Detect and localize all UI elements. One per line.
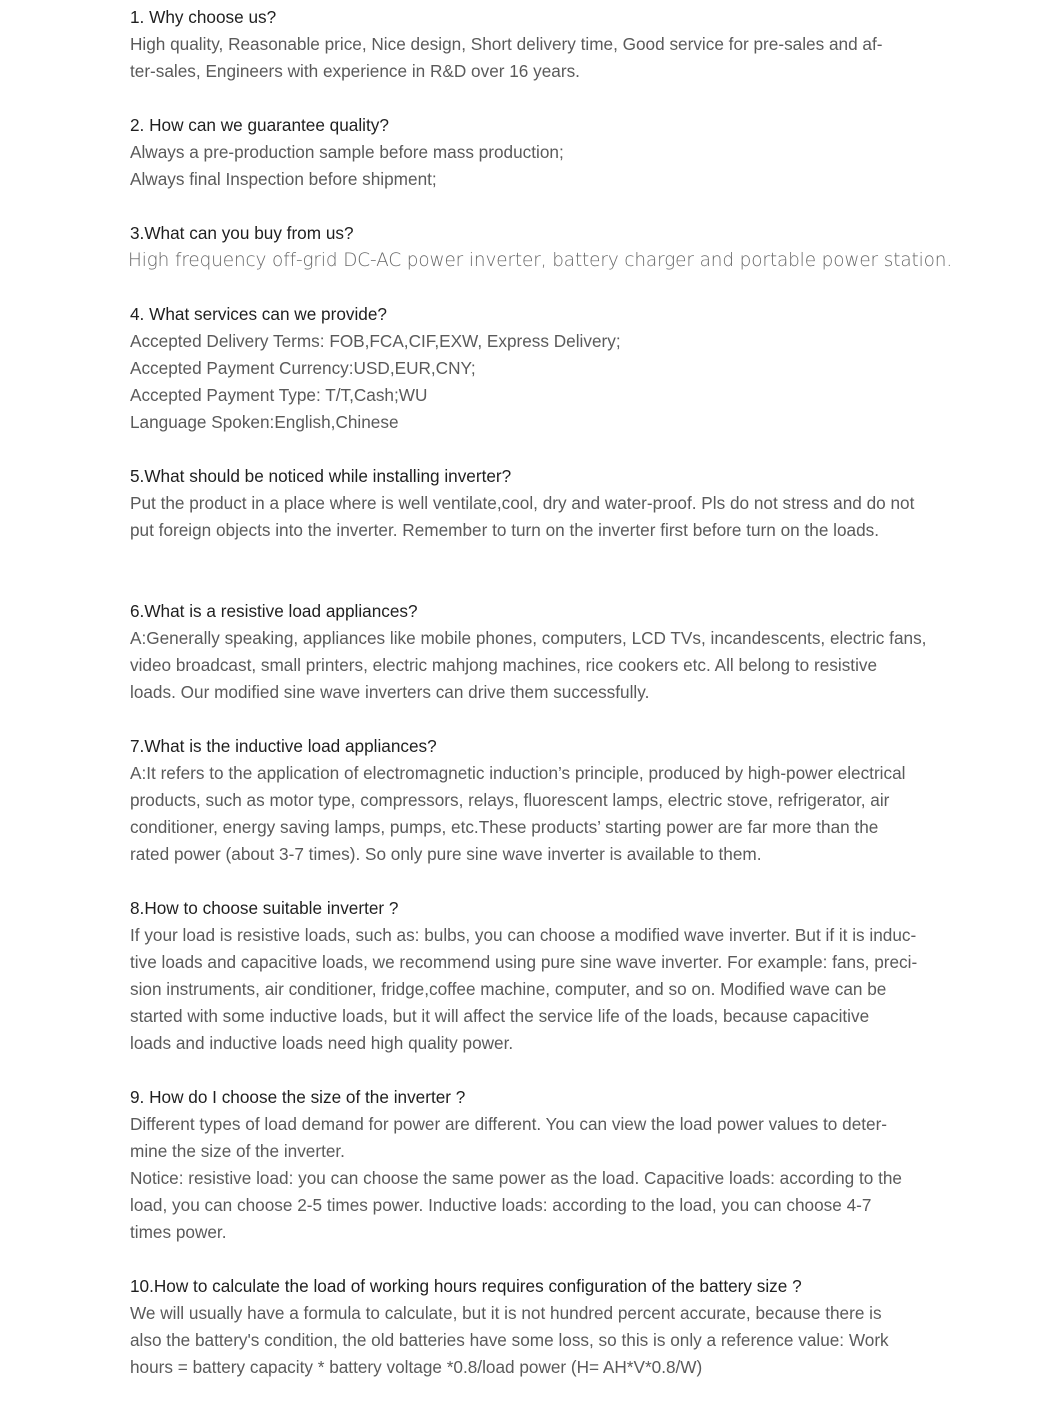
faq-answer-line: ter-sales, Engineers with experience in R&D over 16 years. [130, 61, 580, 81]
faq-answer-line: Accepted Payment Type: T/T,Cash;WU [130, 385, 428, 405]
faq-answer-line: High quality, Reasonable price, Nice design, Short delivery time, Good service for pre-sales and af- [130, 34, 883, 54]
faq-answer-line: Always a pre-production sample before mass production; [130, 142, 564, 162]
faq-question: 2. How can we guarantee quality? [130, 115, 389, 135]
faq-answer-line: times power. [130, 1222, 227, 1242]
faq-answer-line: A:It refers to the application of electromagnetic induction’s principle, produced by high-power electrical [130, 763, 906, 783]
faq-answer-line: Notice: resistive load: you can choose the same power as the load. Capacitive loads: according to the [130, 1168, 902, 1188]
faq-answer [130, 1300, 930, 1381]
spacer [130, 706, 930, 733]
faq-item-choose-inverter [130, 895, 930, 1057]
faq-answer-line: products, such as motor type, compressors, relays, fluorescent lamps, electric stove, refrigerator, air [130, 790, 890, 810]
faq-answer-line: rated power (about 3-7 times). So only pure sine wave inverter is available to them. [130, 844, 762, 864]
faq-section [128, 4, 953, 1381]
faq-question: 4. What services can we provide? [130, 304, 387, 324]
faq-answer [130, 31, 930, 85]
faq-answer-line: also the battery's condition, the old batteries have some loss, so this is only a reference value: Work [130, 1330, 889, 1350]
faq-answer-line: High frequency off-grid DC-AC power inverter, battery charger and portable power station. [128, 250, 953, 271]
faq-question: 8.How to choose suitable inverter ? [130, 898, 399, 918]
faq-item-resistive-load [130, 598, 930, 706]
faq-answer-line: put foreign objects into the inverter. Remember to turn on the inverter first before turn on the loads. [130, 520, 880, 540]
faq-answer-line: video broadcast, small printers, electric mahjong machines, rice cookers etc. All belong to resistive [130, 655, 878, 675]
spacer [130, 436, 930, 463]
spacer [130, 1246, 930, 1273]
faq-answer-line: Different types of load demand for power are different. You can view the load power values to deter- [130, 1114, 888, 1134]
faq-item-products [128, 220, 953, 274]
faq-question: 3.What can you buy from us? [130, 223, 354, 243]
faq-answer [128, 247, 953, 274]
faq-answer [130, 1111, 930, 1246]
spacer [130, 274, 930, 301]
faq-answer-line: sion instruments, air conditioner, fridge,coffee machine, computer, and so on. Modified wave can be [130, 979, 887, 999]
faq-answer-line: mine the size of the inverter. [130, 1141, 345, 1161]
faq-question: 7.What is the inductive load appliances? [130, 736, 437, 756]
spacer [130, 1057, 930, 1084]
faq-item-battery-size [130, 1273, 930, 1381]
faq-answer [130, 922, 930, 1057]
faq-answer-line: loads and inductive loads need high quality power. [130, 1033, 514, 1053]
faq-answer-line: Accepted Delivery Terms: FOB,FCA,CIF,EXW, Express Delivery; [130, 331, 621, 351]
spacer [130, 193, 930, 220]
faq-answer-line: Language Spoken:English,Chinese [130, 412, 399, 432]
faq-answer-line: started with some inductive loads, but it will affect the service life of the loads, because capacitive [130, 1006, 870, 1026]
faq-answer-line: A:Generally speaking, appliances like mobile phones, computers, LCD TVs, incandescents, electric fans, [130, 628, 927, 648]
spacer [130, 868, 930, 895]
faq-answer-line: hours = battery capacity * battery voltage *0.8/load power (H= AH*V*0.8/W) [130, 1357, 703, 1377]
faq-answer-line: Accepted Payment Currency:USD,EUR,CNY; [130, 358, 476, 378]
faq-answer-line: load, you can choose 2-5 times power. Inductive loads: according to the load, you can choose 4-7 [130, 1195, 872, 1215]
faq-item-inductive-load [130, 733, 930, 868]
faq-answer [130, 760, 930, 868]
faq-answer [130, 139, 930, 193]
spacer [130, 544, 930, 598]
faq-item-why-choose-us [130, 4, 930, 85]
faq-answer [130, 328, 930, 436]
faq-answer [130, 490, 930, 544]
faq-question: 9. How do I choose the size of the inverter ? [130, 1087, 466, 1107]
faq-answer [130, 625, 930, 706]
faq-answer-line: Put the product in a place where is well ventilate,cool, dry and water-proof. Pls do not stress and do not [130, 493, 915, 513]
faq-item-services [130, 301, 930, 436]
faq-answer-line: Always final Inspection before shipment; [130, 169, 437, 189]
faq-answer-line: loads. Our modified sine wave inverters can drive them successfully. [130, 682, 650, 702]
faq-question: 10.How to calculate the load of working hours requires configuration of the battery size ? [130, 1276, 802, 1296]
faq-question: 5.What should be noticed while installing inverter? [130, 466, 512, 486]
faq-answer-line: If your load is resistive loads, such as: bulbs, you can choose a modified wave inverter. But if it is induc- [130, 925, 917, 945]
faq-item-inverter-size [130, 1084, 930, 1246]
faq-answer-line: We will usually have a formula to calculate, but it is not hundred percent accurate, because there is [130, 1303, 882, 1323]
faq-item-installing [130, 463, 930, 544]
spacer [130, 85, 930, 112]
faq-question: 1. Why choose us? [130, 7, 277, 27]
faq-item-quality [130, 112, 930, 193]
faq-question: 6.What is a resistive load appliances? [130, 601, 418, 621]
faq-answer-line: conditioner, energy saving lamps, pumps, etc.These products’ starting power are far more than the [130, 817, 879, 837]
faq-answer-line: tive loads and capacitive loads, we recommend using pure sine wave inverter. For example: fans, preci- [130, 952, 918, 972]
